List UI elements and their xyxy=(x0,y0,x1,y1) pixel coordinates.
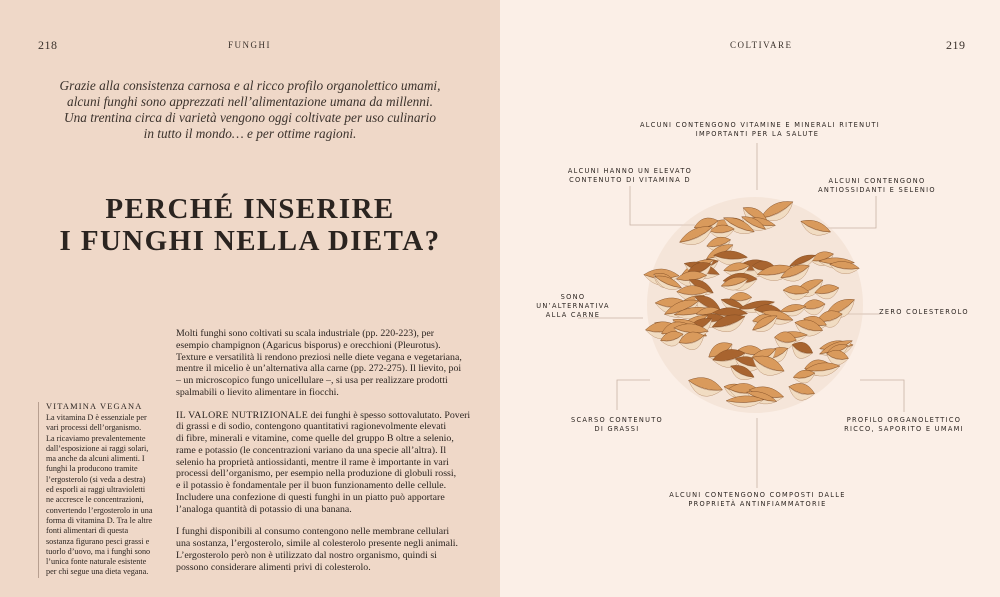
sidebar-line: ne accresce le concentrazioni, xyxy=(46,495,144,505)
label-line: ALCUNI CONTENGONO COMPOSTI DALLE xyxy=(669,491,846,499)
page-number-left: 218 xyxy=(38,38,58,52)
intro-line: Una trentina circa di varietà vengono oggi coltivate per uso culinario xyxy=(63,110,436,125)
sidebar-line: vari processi dell’organismo. xyxy=(46,423,142,433)
sidebar-line: l’ergosterolo (si veda a destra) xyxy=(46,474,146,484)
label-line: UN’ALTERNATIVA xyxy=(536,302,610,310)
label-umami-profile xyxy=(838,416,970,434)
label-meat-alternative xyxy=(533,293,613,320)
body-line: L’ergosterolo però non è utilizzato dal nostro organismo, quindi si xyxy=(176,549,437,561)
body-line-rest: dei funghi è spesso sottovalutato. Poveri xyxy=(308,409,471,421)
leader-line-upper-right xyxy=(822,196,876,228)
sidebar-line: dall’esposizione ai raggi solari, xyxy=(46,443,149,453)
paragraph-lead-in: IL VALORE NUTRIZIONALE xyxy=(176,409,309,421)
sidebar-line: forma di vitamina D. Tra le altre xyxy=(46,515,153,525)
sidebar-line: ed esporli ai raggi ultravioletti xyxy=(46,485,146,495)
label-antioxidants xyxy=(812,177,942,195)
label-line: ALLA CARNE xyxy=(545,311,601,319)
running-head-left: FUNGHI xyxy=(228,40,272,50)
leader-line-upper-left xyxy=(630,186,695,225)
sidebar-line: sostanza figurano pesci grassi e xyxy=(46,536,150,546)
label-line: SCARSO CONTENUTO xyxy=(570,416,664,424)
label-line: PROPRIETÀ ANTINFIAMMATORIE xyxy=(688,500,827,508)
body-line: Molti funghi sono coltivati su scala industriale (pp. 220-223), per xyxy=(176,328,435,339)
label-line: SONO xyxy=(560,293,586,301)
body-line: mentre il micelio è un’alternativa alla carne (pp. 272-275). Il lievito, poi xyxy=(176,363,462,375)
label-zero-cholesterol xyxy=(874,308,974,317)
leader-line-lower-left xyxy=(617,380,650,410)
intro-paragraph xyxy=(50,78,450,142)
oyster-mushroom-cluster-illustration xyxy=(644,196,863,413)
label-line: ALCUNI CONTENGONO VITAMINE E MINERALI RITENUTI xyxy=(640,121,881,129)
sidebar-line: per chi segue una dieta vegana. xyxy=(46,567,149,577)
body-line: di fibre, minerali e vitamine, come quelle del gruppo B oltre a selenio, xyxy=(176,433,454,444)
leader-line-lower-right xyxy=(860,380,904,412)
body-line: possono considerare alimenti privi di colesterolo. xyxy=(176,561,371,573)
sidebar-line: ma anche da alcuni alimenti. I xyxy=(46,454,145,464)
body-line: di grassi e di sodio, contengono quantitativi ragionevolmente elevati xyxy=(176,421,447,433)
label-line: DI GRASSI xyxy=(594,425,640,433)
body-line: – un microscopico fungo unicellulare –, si usa per realizzare prodotti xyxy=(176,375,448,386)
running-head-right: COLTIVARE xyxy=(730,40,793,50)
body-paragraph-3 xyxy=(176,526,458,573)
label-vitamin-d xyxy=(560,167,700,185)
sidebar-line: funghi la producono tramite xyxy=(46,464,138,474)
body-line: una sostanza, l’ergosterolo, simile al colesterolo presente negli animali. xyxy=(176,538,458,549)
page-number-right: 219 xyxy=(946,38,966,52)
body-line: Includere una confezione di questi funghi in un piatto può apportare xyxy=(176,491,445,503)
title-line: I FUNGHI NELLA DIETA? xyxy=(59,225,441,257)
sidebar-box xyxy=(38,402,158,578)
intro-line: Grazie alla consistenza carnosa e al ricco profilo organolettico umami, xyxy=(59,78,441,93)
intro-line: in tutto il mondo… e per ottime ragioni. xyxy=(143,126,357,141)
body-line: selenio ha proprietà antiossidanti, mentre il rame è importante in vari xyxy=(176,456,449,468)
sidebar-line: l’unica fonte naturale esistente xyxy=(46,557,147,567)
label-line: RICCO, SAPORITO E UMAMI xyxy=(844,425,964,433)
page-title xyxy=(40,193,460,257)
sidebar-line: La vitamina D è essenziale per xyxy=(46,413,147,422)
sidebar-text xyxy=(46,413,158,578)
sidebar-line: La ricaviamo prevalentemente xyxy=(46,433,146,443)
label-line: PROFILO ORGANOLETTICO xyxy=(846,416,962,424)
label-line: ANTIOSSIDANTI E SELENIO xyxy=(818,186,936,194)
body-line: rame e potassio (le concentrazioni variano da una specie all’altra). Il xyxy=(176,444,447,456)
body-line: processi dell’organismo, per esempio nella produzione di globuli rossi, xyxy=(176,468,457,480)
intro-line: alcuni funghi sono apprezzati nell’alimentazione umana da millenni. xyxy=(67,94,433,109)
label-line: ZERO COLESTEROLO xyxy=(879,308,969,316)
sidebar-line: convertendo l’ergosterolo in una xyxy=(46,505,153,515)
sidebar-line: tuorlo d’uovo, ma i funghi sono xyxy=(46,546,151,556)
label-line: ALCUNI CONTENGONO xyxy=(828,177,926,185)
body-paragraph-2 xyxy=(176,409,471,516)
body-line: spalmabili o lievito alimentare in fiocchi. xyxy=(176,386,339,398)
title-line: PERCHÉ INSERIRE xyxy=(105,193,395,225)
label-line: IMPORTANTI PER LA SALUTE xyxy=(695,130,820,138)
body-line-with-lead xyxy=(176,409,471,422)
body-paragraph-1 xyxy=(176,328,462,399)
sidebar-title: VITAMINA VEGANA xyxy=(46,402,143,411)
label-vitamins-minerals xyxy=(640,121,881,139)
label-line: CONTENUTO DI VITAMINA D xyxy=(569,176,691,184)
sidebar-line: fonti alimentari di questa xyxy=(46,526,129,536)
body-line: e il potassio è fondamentale per il buon funzionamento delle cellule. xyxy=(176,480,447,491)
label-line: ALCUNI HANNO UN ELEVATO xyxy=(567,167,693,175)
body-line: I funghi disponibili al consumo contengono nelle membrane cellulari xyxy=(176,526,450,538)
label-low-fat xyxy=(562,416,672,434)
body-text xyxy=(176,328,471,584)
body-line: esempio champignon (Agaricus bisporus) e orecchioni (Pleurotus). xyxy=(176,339,441,351)
label-anti-inflammatory xyxy=(660,491,855,509)
body-line: l’analoga quantità di potassio di una banana. xyxy=(176,503,352,515)
body-line: Texture e versatilità li rendono preziosi nelle diete vegana e vegetariana, xyxy=(176,351,462,363)
